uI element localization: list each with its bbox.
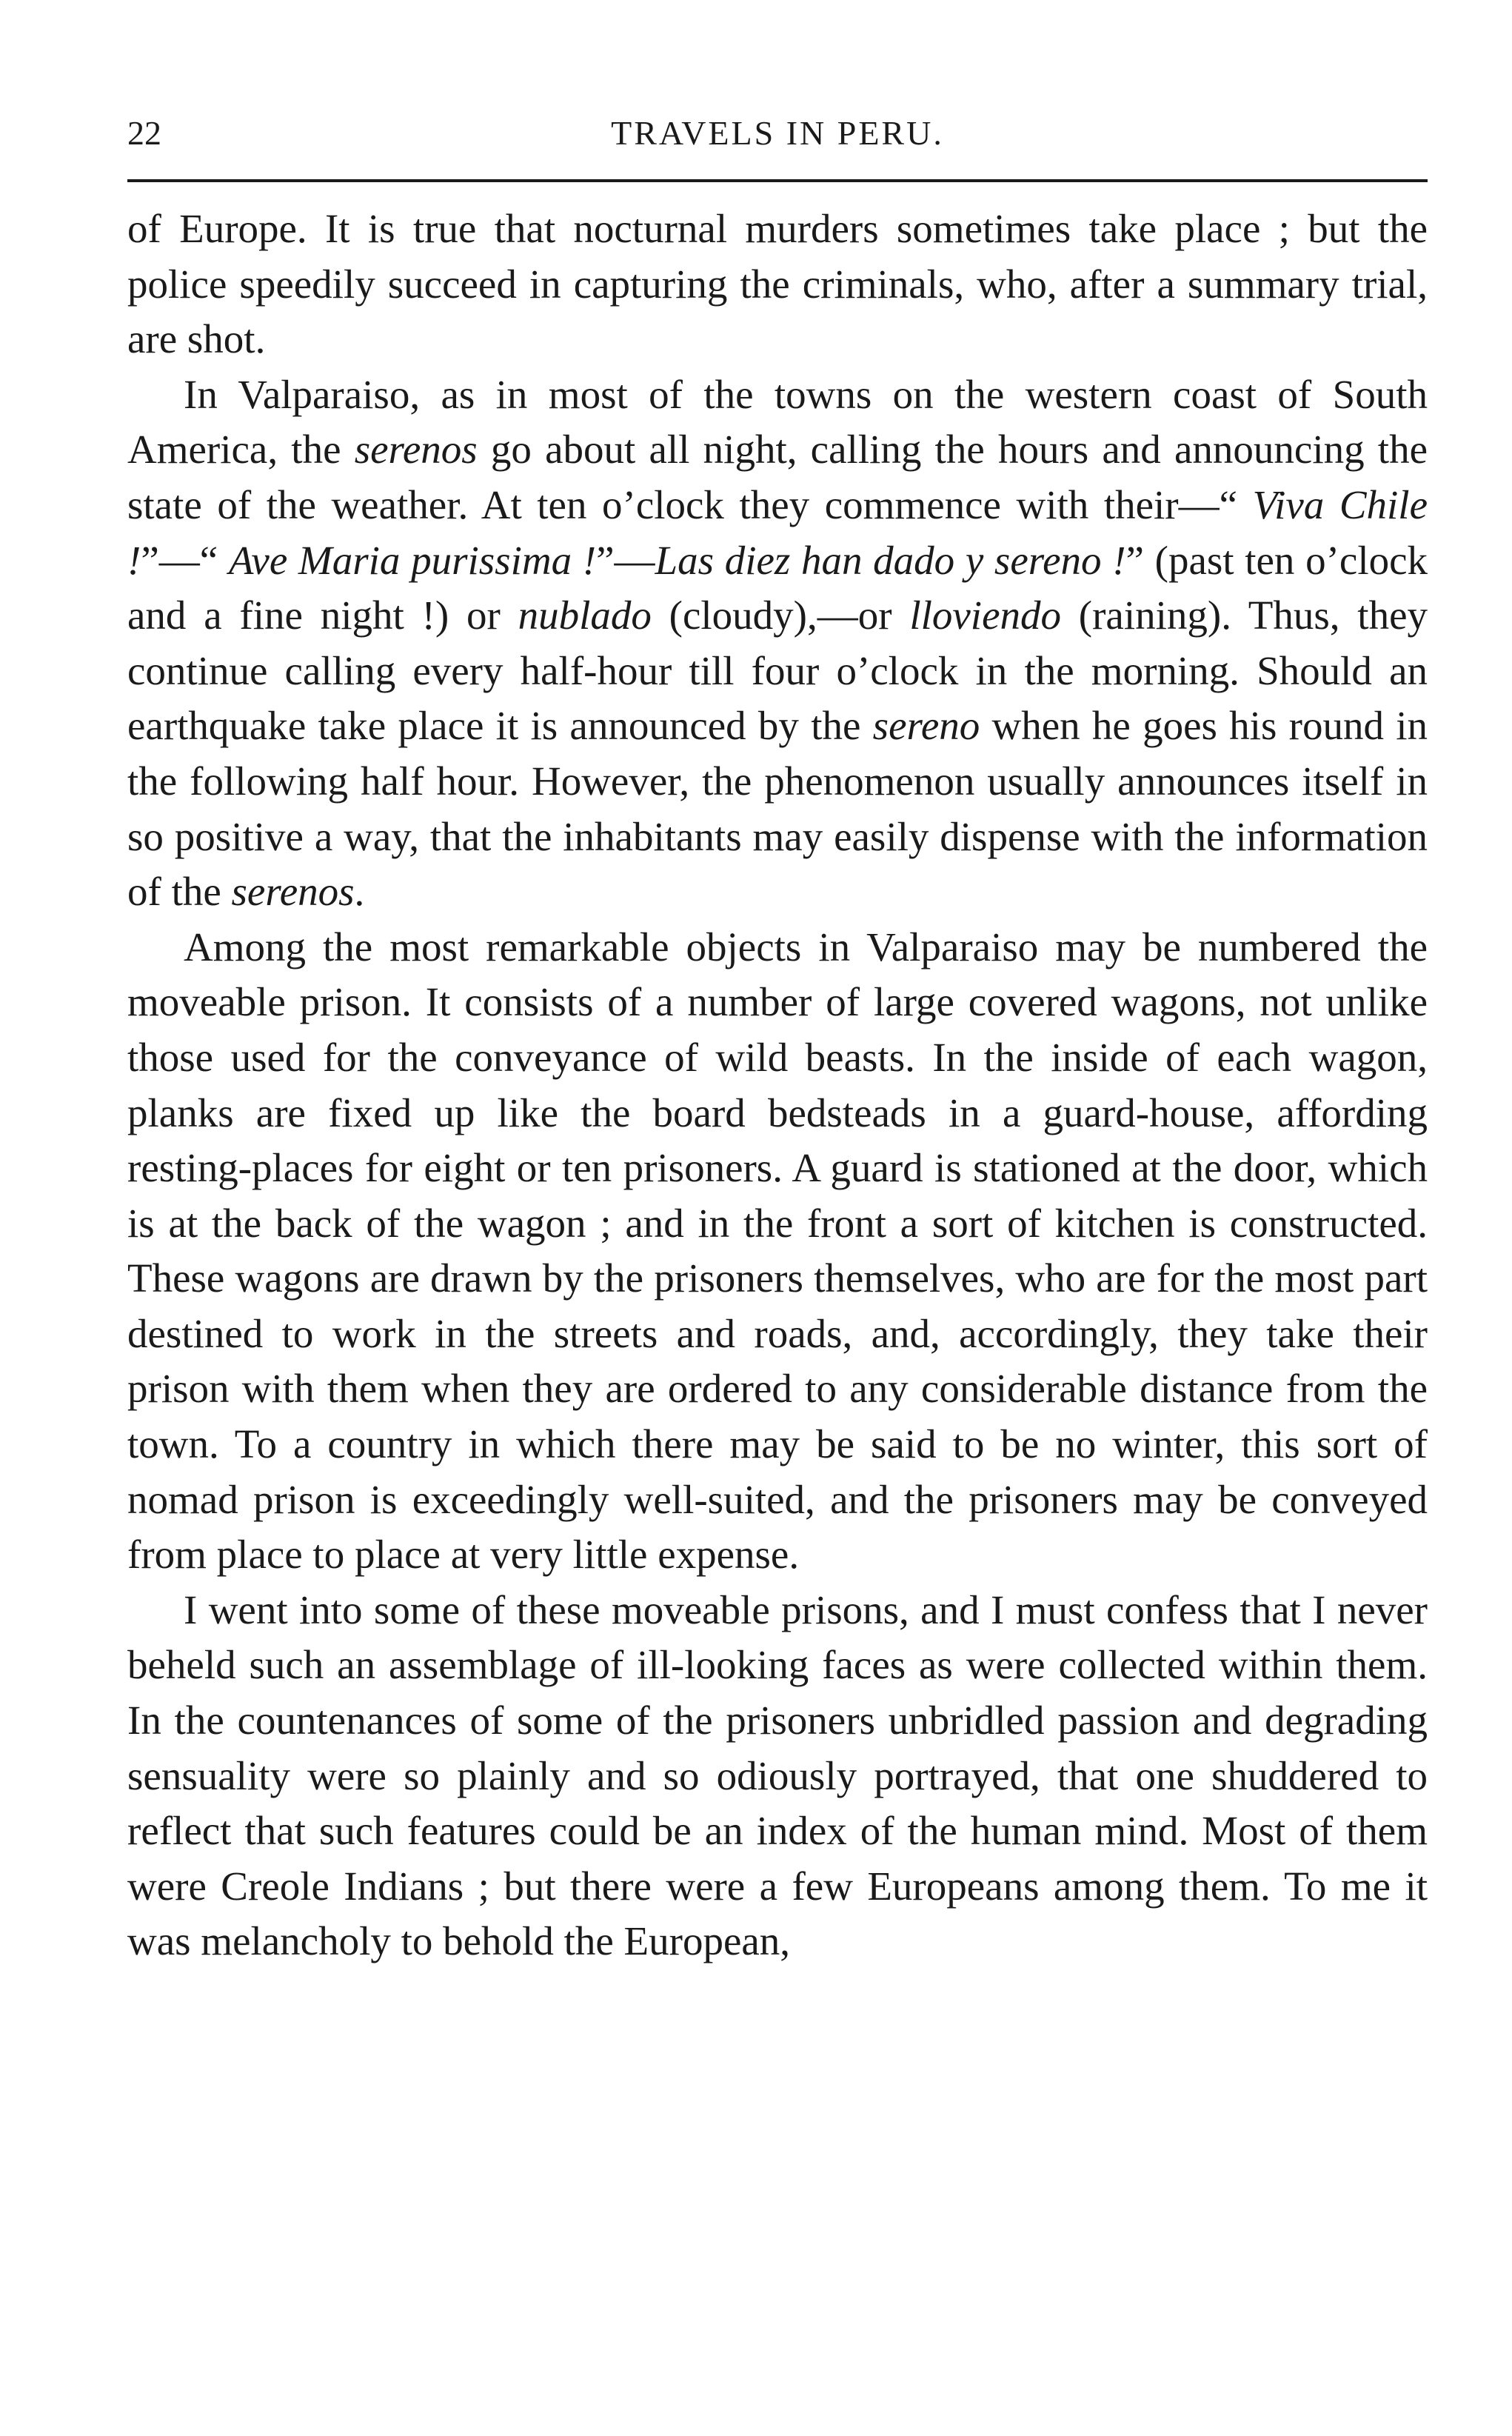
italic-text-run: Ave Maria purissima ! xyxy=(228,537,597,583)
page-number: 22 xyxy=(127,114,161,152)
paragraph-serenos xyxy=(127,367,1428,920)
paragraph-prisoners xyxy=(127,1583,1428,1969)
running-title: TRAVELS IN PERU. xyxy=(611,114,944,152)
text-run: (raining). Thus, they continue calling every half-hour till four o’clock in the morning. Should an earthquake take place it is announced by the xyxy=(127,593,1428,749)
text-run: when he goes his round in the following half hour. However, the phenomenon usually announces itself in so positive a way, that the inhabitants may easily dispense with the information of the xyxy=(127,703,1428,915)
paragraph-continuation xyxy=(127,201,1428,367)
italic-text-run: nublado xyxy=(518,593,652,638)
paragraph-moveable-prison xyxy=(127,920,1428,1583)
header-rule xyxy=(127,179,1428,182)
text-run: of Europe. It is true that nocturnal murders sometimes take place ; but the police speedily succeed in capturing the criminals, who, after a summary trial, are shot. xyxy=(127,206,1428,362)
italic-text-run: lloviendo xyxy=(909,593,1061,638)
text-run: . xyxy=(354,869,365,915)
text-run: ” (past ten o’clock and a fine night !) or xyxy=(127,537,1428,638)
italic-text-run: sereno xyxy=(872,703,980,749)
text-run: go about all night, calling the hours and announcing the state of the weather. At ten o’clock they commence with their—“ xyxy=(127,427,1428,527)
text-run: I went into some of these moveable prisons, and I must confess that I never beheld such an assemblage of ill-looking faces as were collected within them. In the countenances of some of the prisoners unbridled passion and degrading sensuality were so plainly and so odiously portrayed, that one shuddered to reflect that such features could be an index of the human mind. Most of them were Creole Indians ; but there were a few Europeans among them. To me it was melancholy to behold the European, xyxy=(127,1586,1428,1964)
book-page xyxy=(127,104,1428,1969)
italic-text-run: serenos xyxy=(354,427,478,473)
body-text xyxy=(127,201,1428,1969)
text-run: ”—“ xyxy=(141,537,229,583)
text-run: ”— xyxy=(596,537,655,583)
italic-text-run: serenos xyxy=(231,869,355,915)
italic-text-run: Viva Chile ! xyxy=(127,481,1428,583)
page-header xyxy=(127,104,1428,163)
text-run: In Valparaiso, as in most of the towns on the western coast of South America, the xyxy=(127,371,1428,473)
text-run: Among the most remarkable objects in Valparaiso may be numbered the moveable prison. It consists of a number of large covered wagons, not unlike those used for the conveyance of wild beasts. In the inside of each wagon, planks are fixed up like the board bedsteads in a guard-house, affording resting-places for eight or ten prisoners. A guard is stationed at the door, which is at the back of the wagon ; and in the front a sort of kitchen is constructed. These wagons are drawn by the prisoners themselves, who are for the most part destined to work in the streets and roads, and, accordingly, they take their prison with them when they are ordered to any considerable distance from the town. To a country in which there may be said to be no winter, this sort of nomad prison is exceedingly well-suited, and the prisoners may be conveyed from place to place at very little expense. xyxy=(127,924,1428,1578)
text-run: (cloudy),—or xyxy=(651,593,910,638)
italic-text-run: Las diez han dado y sereno ! xyxy=(655,537,1126,583)
